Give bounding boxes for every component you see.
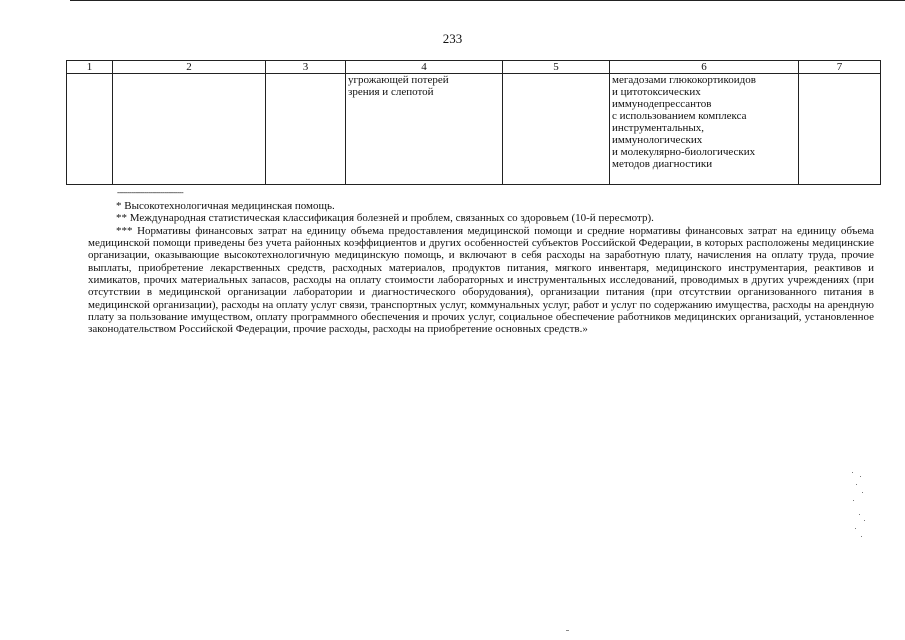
cell-col-4: угрожающей потерей зрения и слепотой: [346, 74, 503, 185]
footnote-1: * Высокотехнологичная медицинская помощь.: [116, 200, 335, 212]
column-number-5: 5: [503, 61, 610, 74]
footnote-3: *** Нормативы финансовых затрат на единицу объема предоставления медицинской помощи и средние нормативы финансовых затрат на единицу объема медицинской помощи приведены без учета районных коэффициентов и других особенностей субъектов Российской Федерации, в которых расположены медицинские организации, оказывающие высокотехнологичную медицинскую помощь, и включают в себя расходы на заработную плату, начисления на оплату труда, прочие выплаты, приобретение лекарственных средств, расходных материалов, продуктов питания, мягкого инвентаря, медицинского инструментария, реактивов и химикатов, прочих материальных запасов, расходы на оплату стоимости лабораторных и инструментальных исследований, проводимых в других учреждениях (при отсутствии в медицинской организации лаборатории и диагностического оборудования), организации питания (при отсутствии организованного питания в медицинской организации), расходы на оплату услуг связи, транспортных услуг, коммунальных услуг, работ и услуг по содержанию имущества, расходы на арендную плату за пользование имуществом, оплату программного обеспечения и прочих услуг, социальное обеспечение работников медицинских организаций, установленное законодательством Российской Федерации, прочие расходы, расходы на приобретение основных средств.»: [88, 224, 874, 336]
footnote-2: ** Международная статистическая классификация болезней и проблем, связанных со здоровьем (10-й пересмотр).: [116, 212, 654, 225]
column-number-1: 1: [67, 61, 113, 74]
footnote-separator: --------------------------------: [117, 188, 184, 197]
cell-col-7: [799, 74, 881, 185]
footnotes: [88, 200, 874, 336]
page-number: 233: [442, 31, 463, 46]
cell-col-5: [503, 74, 610, 185]
cell-col-3: [266, 74, 346, 185]
column-number-6: 6: [610, 61, 799, 74]
cell-col-1: [67, 74, 113, 185]
cell-col-6: мегадозами глюкокортикоидов и цитотоксических иммунодепрессантов с использованием комплекса инструментальных, иммунологических и молекулярно-биологических методов диагностики: [610, 74, 799, 185]
column-number-row: [67, 61, 881, 74]
scan-mark: [566, 630, 569, 631]
column-number-4: 4: [346, 61, 503, 74]
column-number-7: 7: [799, 61, 881, 74]
table-row: [67, 74, 881, 185]
scan-noise-dots: [848, 470, 870, 540]
column-number-2: 2: [113, 61, 266, 74]
top-border-line: [70, 0, 905, 1]
column-number-3: 3: [266, 61, 346, 74]
cell-col-2: [113, 74, 266, 185]
regulation-table: [66, 60, 881, 185]
